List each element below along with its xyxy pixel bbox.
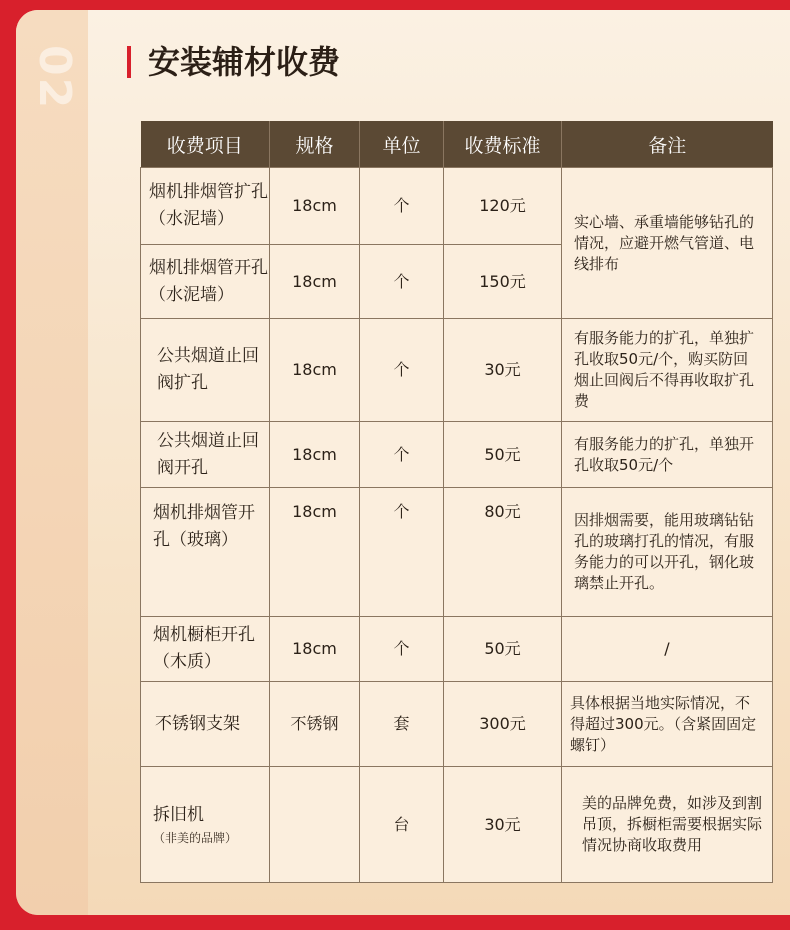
cell-unit: 个: [360, 422, 444, 488]
section-number: 02: [29, 45, 80, 111]
item-name: 拆旧机: [153, 805, 204, 825]
cell-unit: 个: [360, 245, 444, 319]
cell-note-shared: 实心墙、承重墙能够钻孔的情况，应避开燃气管道、电线排布: [562, 168, 773, 319]
table-header-row: [141, 121, 773, 168]
cell-item: 不锈钢支架: [141, 682, 270, 767]
cell-item: 公共烟道止回阀扩孔: [141, 319, 270, 422]
cell-unit: 台: [360, 767, 444, 883]
table-row: [141, 617, 773, 682]
cell-unit: 个: [360, 168, 444, 245]
title-accent-bar: [127, 46, 131, 78]
header-item: 收费项目: [141, 121, 270, 168]
cell-spec: [270, 767, 360, 883]
cell-spec: 不锈钢: [270, 682, 360, 767]
table-row: [141, 319, 773, 422]
cell-spec: 18cm: [270, 617, 360, 682]
table-row: [141, 168, 773, 245]
cell-note: /: [562, 617, 773, 682]
cell-unit: 个: [360, 617, 444, 682]
cell-note: 具体根据当地实际情况，不得超过300元。（含紧固固定螺钉）: [562, 682, 773, 767]
cell-item: 烟机橱柜开孔（木质）: [141, 617, 270, 682]
fee-table: [140, 121, 773, 883]
cell-price: 50元: [444, 422, 562, 488]
cell-spec: 18cm: [270, 422, 360, 488]
cell-spec: 18cm: [270, 319, 360, 422]
page-title: 安装辅材收费: [148, 43, 341, 81]
table-row: [141, 488, 773, 617]
table-row: [141, 682, 773, 767]
header-note: 备注: [562, 121, 773, 168]
cell-item: 烟机排烟管扩孔（水泥墙）: [141, 168, 270, 245]
cell-price: 300元: [444, 682, 562, 767]
cell-price: 150元: [444, 245, 562, 319]
cell-item: 公共烟道止回阀开孔: [141, 422, 270, 488]
cell-spec: 18cm: [270, 168, 360, 245]
cell-price: 80元: [444, 488, 562, 617]
cell-price: 30元: [444, 319, 562, 422]
cell-unit: 套: [360, 682, 444, 767]
cell-note: 因排烟需要，能用玻璃钻钻孔的玻璃打孔的情况，有服务能力的可以开孔，钢化玻璃禁止开孔。: [562, 488, 773, 617]
section-strip: [16, 10, 88, 915]
cell-spec: 18cm: [270, 245, 360, 319]
cell-unit: 个: [360, 319, 444, 422]
cell-item: [141, 767, 270, 883]
header-price: 收费标准: [444, 121, 562, 168]
cell-spec: 18cm: [270, 488, 360, 617]
cell-price: 30元: [444, 767, 562, 883]
header-unit: 单位: [360, 121, 444, 168]
table-row: [141, 767, 773, 883]
cell-unit: 个: [360, 488, 444, 617]
item-subnote: （非美的品牌）: [153, 831, 238, 845]
header-spec: 规格: [270, 121, 360, 168]
cell-item: 烟机排烟管开孔（水泥墙）: [141, 245, 270, 319]
table-row: [141, 422, 773, 488]
cell-price: 50元: [444, 617, 562, 682]
cell-note: 有服务能力的扩孔，单独开孔收取50元/个: [562, 422, 773, 488]
cell-item: 烟机排烟管开孔（玻璃）: [141, 488, 270, 617]
cell-note: 有服务能力的扩孔，单独扩孔收取50元/个，购买防回烟止回阀后不得再收取扩孔费: [562, 319, 773, 422]
cell-price: 120元: [444, 168, 562, 245]
cell-note: 美的品牌免费，如涉及到割吊顶，拆橱柜需要根据实际情况协商收取费用: [562, 767, 773, 883]
